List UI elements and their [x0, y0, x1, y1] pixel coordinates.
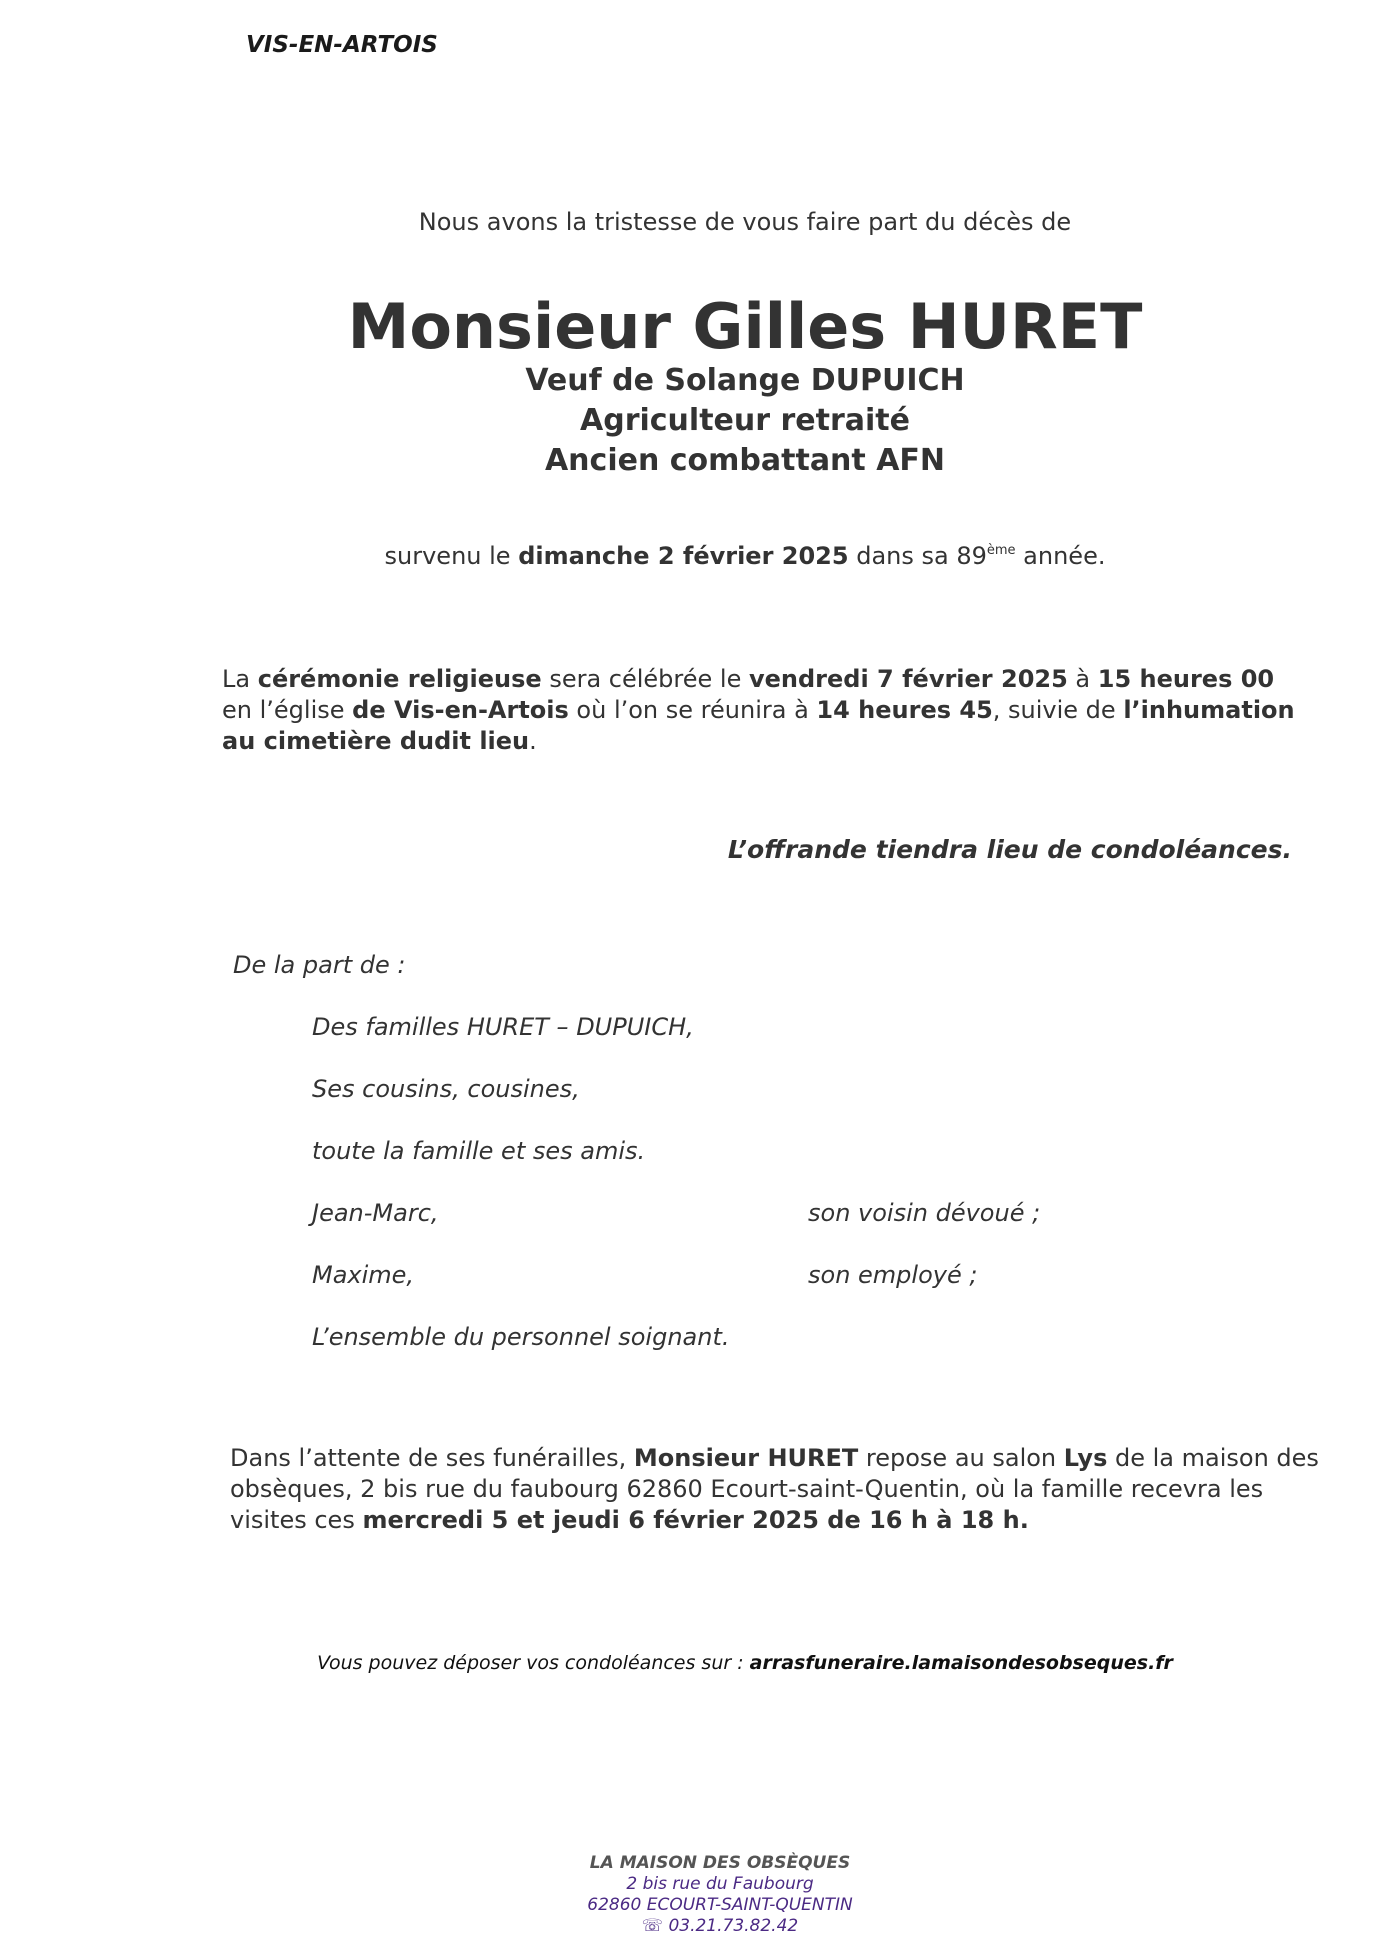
deceased-name: Monsieur Gilles HURET [347, 290, 1143, 363]
occupation-line: Agriculteur retraité [580, 403, 910, 438]
footer-phone-line [0, 1916, 1378, 1936]
death-date: dimanche 2 février 2025 [518, 542, 849, 570]
condolences-website[interactable]: arrasfuneraire.lamaisondesobseques.fr [749, 1652, 1173, 1674]
footer-company: LA MAISON DES OBSÈQUES [589, 1853, 851, 1873]
town-title: VIS-EN-ARTOIS [246, 32, 438, 58]
condolences-line: Vous pouvez déposer vos condoléances sur : arrasfuneraire.lamaisondesobseques.fr [317, 1652, 1173, 1674]
footer-city: 62860 ECOURT-SAINT-QUENTIN [587, 1895, 853, 1915]
veteran-line: Ancien combattant AFN [544, 443, 946, 478]
family-heading: De la part de : [233, 951, 406, 979]
family-line: Ses cousins, cousines, [312, 1075, 580, 1103]
ceremony-paragraph: La cérémonie religieuse sera célébrée le vendredi 7 février 2025 à 15 heures 00 en l’église de Vis-en-Artois où l’on se réunira à 14 heures 45, suivie de l’inhumation au cimetière dudit lieu. [222, 665, 1295, 755]
family-person-name: Jean-Marc, [312, 1199, 439, 1227]
family-person-role: son employé ; [808, 1261, 978, 1289]
visits-paragraph: Dans l’attente de ses funérailles, Monsieur HURET repose au salon Lys de la maison des obsèques, 2 bis rue du faubourg 62860 Ecourt-saint-Quentin, où la famille recevra les visites ces mercredi 5 et jeudi 6 février 2025 de 16 h à 18 h. [230, 1444, 1319, 1534]
footer-phone[interactable]: 03.21.73.82.42 [668, 1916, 799, 1936]
death-date-line: survenu le dimanche 2 février 2025 dans sa 89ème année. [384, 542, 1106, 570]
footer-street: 2 bis rue du Faubourg [626, 1874, 814, 1894]
family-line: Des familles HURET – DUPUICH, [312, 1013, 694, 1041]
family-person-name: Maxime, [312, 1261, 415, 1289]
phone-icon: ☏ [641, 1916, 664, 1936]
family-line: toute la famille et ses amis. [312, 1137, 646, 1165]
intro-text: Nous avons la tristesse de vous faire part du décès de [418, 208, 1072, 236]
family-person-role: son voisin dévoué ; [808, 1199, 1041, 1227]
offrande-note: L’offrande tiendra lieu de condoléances. [727, 835, 1292, 864]
spouse-line: Veuf de Solange DUPUICH [525, 363, 965, 398]
family-line: L’ensemble du personnel soignant. [312, 1323, 730, 1351]
